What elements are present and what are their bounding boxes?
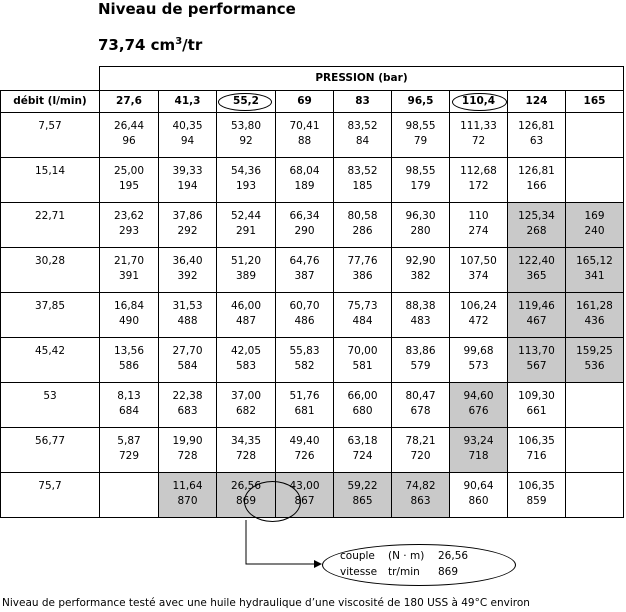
table-cell — [450, 158, 508, 203]
speed-value: 391 — [118, 270, 140, 282]
table-cell — [392, 293, 450, 338]
speed-value: 586 — [118, 360, 140, 372]
speed-value: 286 — [352, 225, 373, 237]
table-cell — [276, 338, 334, 383]
torque-value: 93,24 — [463, 435, 494, 447]
speed-value: 661 — [526, 405, 547, 417]
torque-value: 106,35 — [518, 435, 555, 447]
speed-value: 582 — [294, 360, 315, 372]
torque-value: 78,21 — [405, 435, 436, 447]
table-cell — [450, 338, 508, 383]
speed-value: 341 — [584, 270, 605, 282]
speed-value: 193 — [235, 180, 257, 192]
table-cell — [100, 113, 159, 158]
table-cell — [334, 248, 392, 293]
torque-value: 64,76 — [289, 255, 320, 267]
table-cell — [334, 293, 392, 338]
flow-value: 15,14 — [1, 158, 100, 203]
torque-value: 60,70 — [289, 300, 320, 312]
displacement-label: 73,74 $cm^3/tr$ — [98, 36, 203, 54]
table-cell — [566, 473, 624, 518]
torque-value: 109,30 — [518, 390, 555, 402]
speed-value: 567 — [526, 360, 547, 372]
speed-value: 290 — [294, 225, 315, 237]
speed-value: 179 — [410, 180, 431, 192]
torque-value: 106,24 — [460, 300, 497, 312]
speed-value: 292 — [177, 225, 198, 237]
pressure-col-header: 83 — [334, 91, 392, 113]
speed-value: 280 — [410, 225, 431, 237]
performance-table — [0, 66, 624, 518]
torque-value: 125,34 — [518, 210, 555, 222]
table-cell — [450, 203, 508, 248]
speed-value: 172 — [468, 180, 489, 192]
speed-value: 729 — [118, 450, 140, 462]
table-cell — [392, 113, 450, 158]
torque-value: 11,64 — [172, 480, 203, 492]
table-cell — [450, 428, 508, 473]
flow-value: 22,71 — [1, 203, 100, 248]
table-cell — [276, 203, 334, 248]
torque-value: 66,34 — [289, 210, 320, 222]
torque-value: 42,05 — [230, 345, 262, 357]
table-cell — [566, 203, 624, 248]
speed-value: 718 — [468, 450, 489, 462]
torque-value: 106,35 — [518, 480, 555, 492]
speed-value: 92 — [239, 135, 253, 147]
speed-value: 88 — [297, 135, 312, 147]
flow-value: 75,7 — [1, 473, 100, 518]
flow-value: 30,28 — [1, 248, 100, 293]
torque-value: 66,00 — [347, 390, 378, 402]
table-cell — [159, 473, 217, 518]
pressure-col-header: 55,2 — [217, 91, 276, 113]
table-cell — [159, 383, 217, 428]
torque-value: 119,46 — [518, 300, 555, 312]
torque-value: 126,81 — [518, 165, 555, 177]
torque-value: 90,64 — [463, 480, 494, 492]
speed-value: 583 — [235, 360, 257, 372]
torque-value: 126,81 — [518, 120, 555, 132]
torque-value: 49,40 — [289, 435, 320, 447]
table-cell — [100, 203, 159, 248]
table-corner — [1, 67, 100, 91]
table-cell — [159, 158, 217, 203]
speed-value: 579 — [410, 360, 431, 372]
torque-value: 59,22 — [347, 480, 378, 492]
page-title: Niveau de performance — [98, 0, 296, 18]
table-cell — [508, 338, 566, 383]
torque-value: 75,73 — [347, 300, 378, 312]
speed-value: 683 — [177, 405, 198, 417]
torque-value: 51,20 — [230, 255, 262, 267]
speed-value: 678 — [410, 405, 431, 417]
table-cell — [566, 158, 624, 203]
table-cell — [392, 473, 450, 518]
pressure-col-header: 110,4 — [450, 91, 508, 113]
table-cell — [276, 248, 334, 293]
torque-value: 43,00 — [289, 480, 320, 492]
speed-value: 382 — [410, 270, 431, 282]
table-cell — [566, 428, 624, 473]
table-cell — [450, 293, 508, 338]
callout-torque-row: couple (N · m) 26,56 — [340, 550, 469, 562]
torque-value: 55,83 — [289, 345, 320, 357]
speed-value: 436 — [584, 315, 605, 327]
flow-value: 37,85 — [1, 293, 100, 338]
flow-value: 56,77 — [1, 428, 100, 473]
speed-value: 467 — [526, 315, 547, 327]
torque-value: 161,28 — [576, 300, 613, 312]
torque-value: 77,76 — [347, 255, 378, 267]
table-cell — [392, 158, 450, 203]
table-cell — [334, 428, 392, 473]
torque-value: 80,58 — [347, 210, 378, 222]
speed-value: 726 — [294, 450, 315, 462]
speed-value: 386 — [352, 270, 373, 282]
table-cell — [508, 383, 566, 428]
pressure-col-header: 165 — [566, 91, 624, 113]
speed-value: 189 — [294, 180, 315, 192]
torque-value: 53,80 — [230, 120, 262, 132]
pressure-col-header: 124 — [508, 91, 566, 113]
torque-value: 99,68 — [463, 345, 494, 357]
torque-value: 83,52 — [347, 165, 378, 177]
torque-value: 40,35 — [172, 120, 203, 132]
torque-value: 112,68 — [460, 165, 497, 177]
table-cell — [392, 428, 450, 473]
table-cell — [100, 338, 159, 383]
table-cell — [276, 473, 334, 518]
torque-value: 92,90 — [405, 255, 436, 267]
speed-value: 573 — [468, 360, 489, 372]
table-cell — [450, 113, 508, 158]
table-cell — [159, 293, 217, 338]
speed-value: 728 — [177, 450, 198, 462]
torque-value: 26,56 — [230, 480, 262, 492]
table-cell — [508, 428, 566, 473]
table-cell — [217, 203, 276, 248]
torque-value: 110 — [468, 210, 489, 222]
table-cell — [334, 113, 392, 158]
torque-value: 63,18 — [347, 435, 378, 447]
speed-value: 720 — [410, 450, 431, 462]
torque-value: 122,40 — [518, 255, 555, 267]
table-cell — [159, 203, 217, 248]
speed-value: 483 — [410, 315, 431, 327]
speed-value: 293 — [118, 225, 140, 237]
speed-value: 859 — [526, 495, 547, 507]
torque-value: 23,62 — [113, 210, 145, 222]
pressure-col-header: 41,3 — [159, 91, 217, 113]
table-cell — [508, 248, 566, 293]
table-cell — [159, 248, 217, 293]
table-row — [1, 428, 624, 473]
table-cell — [334, 158, 392, 203]
table-cell — [217, 158, 276, 203]
speed-value: 486 — [294, 315, 315, 327]
table-row — [1, 293, 624, 338]
table-cell — [100, 293, 159, 338]
table-cell — [100, 248, 159, 293]
table-cell — [334, 473, 392, 518]
speed-value: 94 — [180, 135, 195, 147]
torque-value: 83,86 — [405, 345, 436, 357]
torque-value: 37,00 — [230, 390, 262, 402]
table-cell — [508, 473, 566, 518]
speed-value: 716 — [526, 450, 547, 462]
table-row — [1, 338, 624, 383]
pressure-col-header: 96,5 — [392, 91, 450, 113]
table-cell — [334, 383, 392, 428]
torque-value: 107,50 — [460, 255, 497, 267]
speed-value: 194 — [177, 180, 198, 192]
speed-value: 185 — [352, 180, 373, 192]
torque-value: 21,70 — [113, 255, 145, 267]
torque-value: 159,25 — [576, 345, 613, 357]
speed-value: 387 — [294, 270, 315, 282]
table-cell — [100, 383, 159, 428]
table-cell — [217, 473, 276, 518]
table-cell — [159, 428, 217, 473]
torque-value: 54,36 — [230, 165, 262, 177]
speed-value: 291 — [235, 225, 257, 237]
speed-value: 96 — [122, 135, 136, 147]
table-row — [1, 203, 624, 248]
table-cell — [392, 248, 450, 293]
torque-value: 111,33 — [460, 120, 497, 132]
speed-value: 268 — [526, 225, 547, 237]
table-cell — [566, 113, 624, 158]
speed-value: 488 — [177, 315, 198, 327]
torque-value: 96,30 — [405, 210, 436, 222]
torque-value: 113,70 — [518, 345, 555, 357]
speed-value: 63 — [529, 135, 544, 147]
table-cell — [159, 338, 217, 383]
speed-value: 484 — [352, 315, 373, 327]
torque-value: 37,86 — [172, 210, 203, 222]
table-cell — [217, 338, 276, 383]
table-cell — [217, 293, 276, 338]
table-cell — [276, 158, 334, 203]
speed-value: 79 — [413, 135, 428, 147]
table-cell — [276, 428, 334, 473]
table-cell — [100, 158, 159, 203]
speed-value: 240 — [584, 225, 605, 237]
speed-value: 870 — [177, 495, 198, 507]
torque-value: 39,33 — [172, 165, 203, 177]
torque-value: 74,82 — [405, 480, 436, 492]
table-row — [1, 383, 624, 428]
speed-value: 536 — [584, 360, 605, 372]
table-cell — [100, 428, 159, 473]
speed-value: 867 — [294, 495, 315, 507]
speed-value: 166 — [526, 180, 547, 192]
torque-value: 16,84 — [113, 300, 145, 312]
pressure-header: PRESSION (bar) — [100, 67, 624, 91]
speed-value: 860 — [468, 495, 489, 507]
table-cell — [508, 113, 566, 158]
torque-value: 46,00 — [230, 300, 262, 312]
table-cell — [450, 473, 508, 518]
speed-value: 365 — [526, 270, 547, 282]
callout-speed-row: vitesse tr/min 869 — [340, 566, 459, 578]
speed-value: 274 — [468, 225, 489, 237]
speed-value: 392 — [177, 270, 198, 282]
flow-header: débit (l/min) — [1, 91, 100, 113]
table-cell — [566, 383, 624, 428]
table-cell — [566, 293, 624, 338]
table-cell — [159, 113, 217, 158]
table-cell — [508, 203, 566, 248]
speed-value: 676 — [468, 405, 489, 417]
torque-value: 22,38 — [172, 390, 203, 402]
torque-value: 19,90 — [172, 435, 203, 447]
torque-value: 27,70 — [172, 345, 203, 357]
table-row — [1, 473, 624, 518]
pressure-col-header: 27,6 — [100, 91, 159, 113]
torque-value: 8,13 — [117, 390, 141, 402]
table-cell — [217, 428, 276, 473]
flow-value: 7,57 — [1, 113, 100, 158]
table-row — [1, 248, 624, 293]
table-cell — [217, 383, 276, 428]
torque-value: 5,87 — [117, 435, 141, 447]
table-cell — [392, 338, 450, 383]
torque-value: 13,56 — [113, 345, 145, 357]
speed-value: 389 — [235, 270, 257, 282]
torque-value: 80,47 — [405, 390, 436, 402]
table-cell — [508, 293, 566, 338]
torque-value: 34,35 — [230, 435, 262, 447]
speed-value: 863 — [410, 495, 431, 507]
footnote: Niveau de performance testé avec une huile hydraulique d’une viscosité de 180 USS à 49°C environ — [2, 597, 530, 609]
pressure-col-header: 69 — [276, 91, 334, 113]
torque-value: 94,60 — [463, 390, 494, 402]
table-cell — [392, 383, 450, 428]
table-cell — [566, 248, 624, 293]
torque-value: 51,76 — [289, 390, 320, 402]
speed-value: 728 — [235, 450, 257, 462]
table-cell — [276, 113, 334, 158]
speed-value: 195 — [118, 180, 140, 192]
speed-value: 684 — [118, 405, 140, 417]
table-cell — [566, 338, 624, 383]
torque-value: 68,04 — [289, 165, 320, 177]
table-cell — [100, 473, 159, 518]
torque-value: 169 — [584, 210, 605, 222]
speed-value: 72 — [471, 135, 486, 147]
torque-value: 25,00 — [113, 165, 145, 177]
table-cell — [276, 293, 334, 338]
speed-value: 865 — [352, 495, 373, 507]
speed-value: 584 — [177, 360, 198, 372]
table-cell — [334, 338, 392, 383]
flow-value: 53 — [1, 383, 100, 428]
speed-value: 680 — [352, 405, 373, 417]
table-cell — [276, 383, 334, 428]
table-cell — [450, 383, 508, 428]
speed-value: 374 — [468, 270, 489, 282]
torque-value: 70,41 — [289, 120, 320, 132]
torque-value: 36,40 — [172, 255, 203, 267]
torque-value: 98,55 — [405, 120, 436, 132]
torque-value: 83,52 — [347, 120, 378, 132]
table-row — [1, 158, 624, 203]
speed-value: 869 — [235, 495, 257, 507]
torque-value: 88,38 — [405, 300, 436, 312]
speed-value: 682 — [235, 405, 257, 417]
speed-value: 84 — [355, 135, 370, 147]
table-cell — [217, 248, 276, 293]
torque-value: 26,44 — [113, 120, 145, 132]
torque-value: 31,53 — [172, 300, 203, 312]
speed-value: 581 — [352, 360, 373, 372]
table-cell — [508, 158, 566, 203]
table-cell — [334, 203, 392, 248]
torque-value: 98,55 — [405, 165, 436, 177]
speed-value: 724 — [352, 450, 373, 462]
speed-value: 681 — [294, 405, 315, 417]
torque-value: 165,12 — [576, 255, 613, 267]
torque-value: 70,00 — [347, 345, 378, 357]
table-cell — [217, 113, 276, 158]
speed-value: 490 — [118, 315, 140, 327]
flow-value: 45,42 — [1, 338, 100, 383]
speed-value: 472 — [468, 315, 489, 327]
table-row — [1, 113, 624, 158]
table-cell — [450, 248, 508, 293]
speed-value: 487 — [235, 315, 257, 327]
torque-value: 52,44 — [230, 210, 262, 222]
table-cell — [392, 203, 450, 248]
